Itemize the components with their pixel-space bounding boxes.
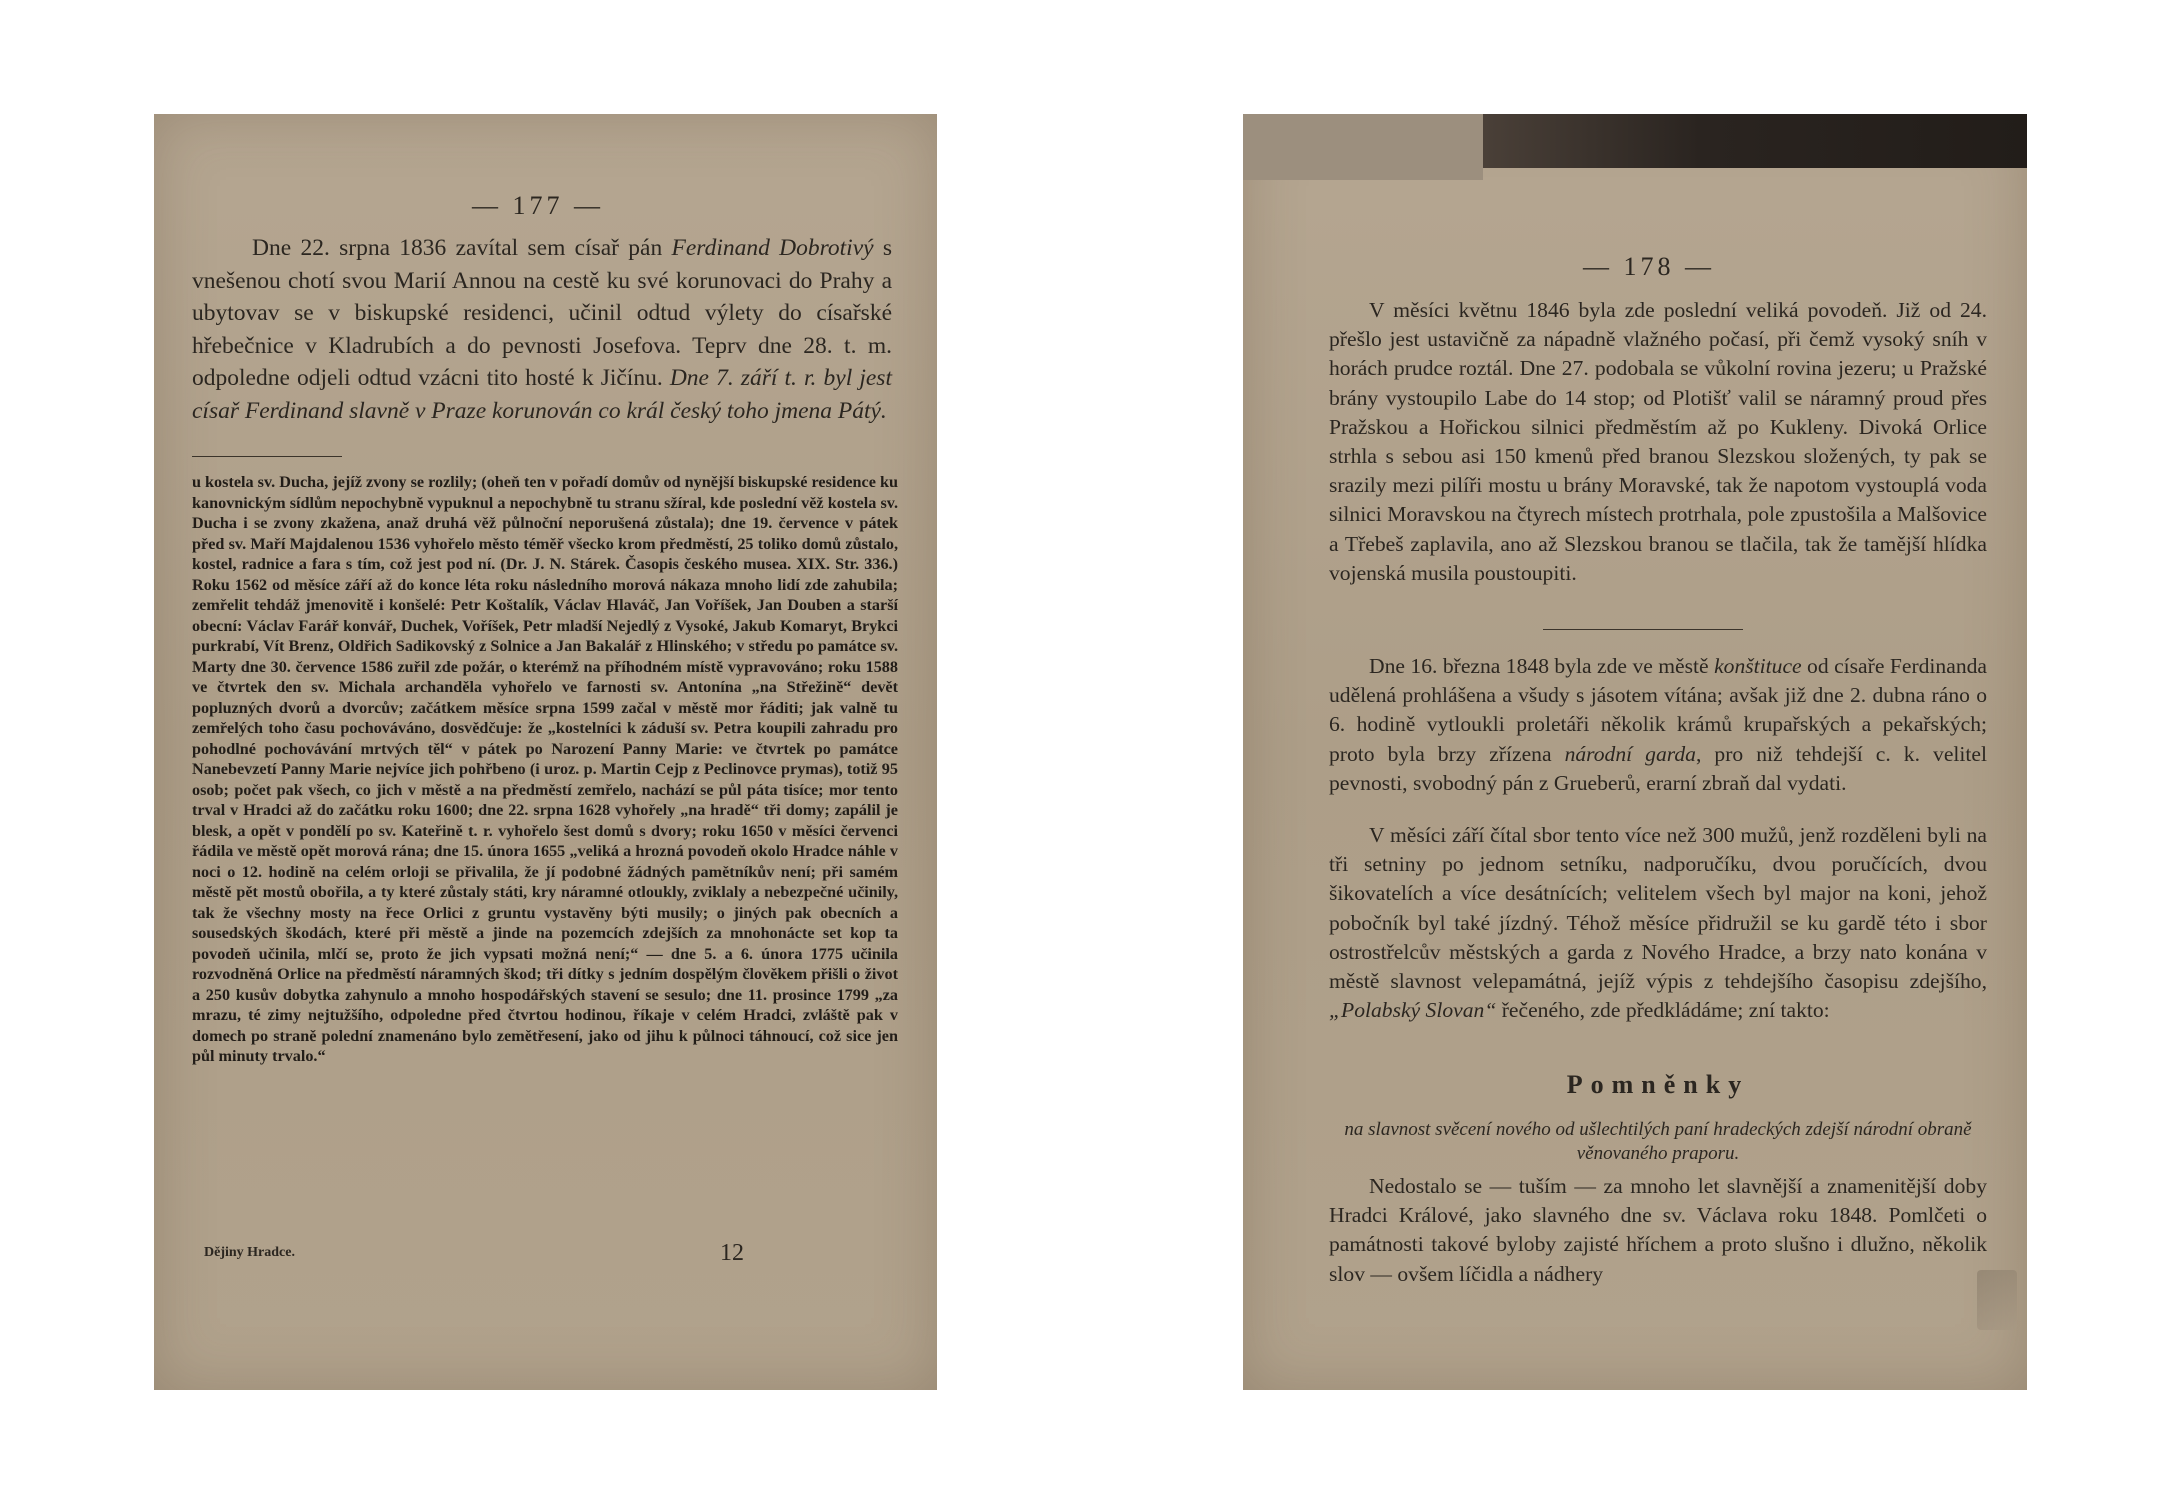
italic-text-run: „Polabský Slovan“ [1329, 998, 1497, 1023]
italic-text-run: Dne 7. září t. r. byl jest císař Ferdinand slavně v Praze korunován co král český toho jmena Pátý. [192, 365, 892, 424]
text-run: od císaře Ferdinanda udělená prohlášena a všudy s jásotem vítána; avšak již dne 2. dubna ráno o 6. hodině vytloukli proletáři několik krámů krupařských a pekařských; proto byla brzy zřízena [1329, 654, 1987, 766]
text-run: řečeného, zde předkládáme; zní takto: [1496, 998, 1830, 1023]
paragraph-pomnenky: Nedostalo se — tuším — za mnoho let slavnější a znamenitější doby Hradci Králové, jako slavného dne sv. Václava roku 1848. Pomlčeti o památnosti takové byloby zajisté hříchem a proto slušno i dlužno, několik slov — ovšem líčidla a nádhery [1329, 1174, 1987, 1286]
signature-number: 12 [720, 1240, 744, 1266]
right-page [1243, 114, 2027, 1390]
scan-edge-band [1243, 114, 1483, 180]
scan-dark-strip [1483, 114, 2027, 168]
text-run: , pro niž tehdejší c. k. velitel pevnosti, svobodný pán z Grueberů, erarní zbraň dal vydati. [1329, 741, 1987, 795]
main-paragraph [192, 232, 892, 427]
text-run: Dne 22. srpna 1836 zavítal sem císař pán [252, 235, 672, 261]
section-subheading: na slavnost svěcení nového od ušlechtilých paní hradeckých zdejší národní obraně věnovaného praporu. [1344, 1119, 1972, 1164]
text-run: s vnešenou chotí svou Marií Annou na cestě ku své korunovaci do Prahy a ubytovav se v biskupské residenci, učinil odtud výlety do císařské hřebečnice v Kladrubích a do pevnosti Josefova. Teprv dne 28. t. m. odpoledne odjeli odtud vzácni tito hosté k Jičínu. [192, 235, 892, 391]
italic-text-run: národní garda [1564, 741, 1696, 766]
footnote-divider [192, 456, 342, 457]
italic-text-run: konštituce [1714, 654, 1802, 678]
text-run: V měsíci září čítal sbor tento více než 300 mužů, jenž rozděleni byli na tři setniny po jednom setníku, nadporučíku, dvou poručících, dvou šikovatelích a více desátnících; velitelem všech byl major na koni, jehož pobočník byl také jízdný. Téhož měsíce přidružil se ku gardě této i sbor ostrostřelcův městských a garda z Nového Hradce, a brzy nato konána v městě slavnost velepamátná, jejíž výpis z tehdejšího časopisu zdejšího, [1329, 823, 1987, 994]
paragraph-constitution-1848 [1329, 652, 1987, 798]
page-fold-mark [1977, 1270, 2017, 1330]
section-divider [1543, 629, 1743, 630]
footnote: u kostela sv. Ducha, jejíž zvony se rozlily; (oheň ten v pořadí domův od nynější biskupské residence ku kanovnickým sídlům nepochybně vypuknul a nepochybně tu stranu sžíral, kde poslední věž kostela sv. Ducha i se zvony zkažena, anaž druhá věž půlnoční neporušená zůstala); dne 19. července v pátek před sv. Maří Majdalenou 1536 vyhořelo město téměř všecko krom předměstí, 25 toliko domů zůstalo, kostel, radnice a fara s tím, což jest pod ní. (Dr. J. N. Stárek. Časopis českého musea. XIX. Str. 336.) Roku 1562 od měsíce září až do konce léta roku následního morová nákaza mnoho lidí zde zahubila; zemřelit tehdáž jmenovitě i konšelé: Petr Koštalík, Václav Hlaváč, Jan Voříšek, Jan Douben a starší obecní: Václav Farář konvář, Duchek, Voříšek, Petr mladší Nejedlý z Vysoké, Jakub Komaryt, Brykci purkrabí, Vít Brenz, Oldřich Sadikovský z Solnice a Jan Bakalář z Hlinského; v středu po památce sv. Marty dne 30. července 1586 zuřil zde požár, o kterémž na příhodném místě vypravováno; roku 1588 ve čtvrtek den sv. Michala archanděla vyhořelo ve farnosti sv. Antonína „na Střežině“ devět popluzných dvorů a dvorcův; začátkem měsíce srpna 1599 začal v městě mor řáditi; jak valně tu zemřelých toho času pochováváno, dosvědčuje: že „kostelníci k záduší sv. Petra koupili zahradu pro pohodlné pochovávání mrtvých těl“ v pátek po Narození Panny Marie: ve čtvrtek po památce Nanebevzetí Panny Marie nejvíce jich pohřbeno (i uroz. p. Martin Cejp z Peclinovce prymas), totiž 95 osob; počet pak všech, co jich v městě a na předměstí zemřelo, nachází se půl páta tisíce; mor tento trval v Hradci až do začátku roku 1600; dne 22. srpna 1628 vyhořely „na hradě“ tři domy; zapálil je blesk, a opět v pondělí po sv. Kateřině t. r. vyhořelo šest domů s dvory; roku 1650 v měsíci červenci řádila ve městě opět morová rána; dne 15. února 1655 „veliká a hrozná povodeň okolo Hradce náhle v noci o 12. hodině na celém orloji se přivalila, že jí podobné žádných pamětníkův není; při samém městě pět mostů obořila, a ty které zůstaly státi, kry náramné otloukly, zviklaly a nebezpečné učinily, tak že všechny mosty na řece Orlici z gruntu vystavěny býti musily; o jiných pak obecních a sousedských škodách, které při městě a jinde na pozemcích zdejších za mnohonácte set kop ta povodeň učinila, mlčí se, proto že jich vypsati možná není;“ — dne 5. a 6. února 1775 učinila rozvodněná Orlice na předměstí náramných škod; tři dítky s jedním dospělým člověkem přišli o život a 250 kusův dobytka zahynulo a mnoho hospodářských stavení se sesulo; dne 11. prosince 1799 „za mrazu, té zimy nejtužšího, odpoledne před čtvrtou hodinou, říkaje v celém Hradci, zvláště pak v domech po straně polední znamenáno bylo zemětřesení, jako od jihu k půlnoci táhnoucí, což sice jen půl minuty trvalo.“ [192, 473, 898, 1065]
text-run: Dne 16. března 1848 byla zde ve městě [1369, 654, 1715, 678]
page-number: — 178 — [1583, 252, 1715, 281]
section-heading: Pomněnky [1566, 1070, 1750, 1099]
book-title-footer: Dějiny Hradce. [204, 1245, 295, 1260]
page-number: — 177 — [472, 191, 604, 220]
italic-text-run: Ferdinand Dobrotivý [671, 235, 874, 261]
left-page [154, 114, 937, 1390]
paragraph-flood-1846: V měsíci květnu 1846 byla zde poslední veliká povodeň. Již od 24. přešlo jest ustavičně za nápadně vlažného počasí, při čemž vysoký sníh v horách prudce roztál. Dne 27. podobala se vůkolní rovina jezeru; u Pražské brány vystoupilo Labe do 14 stop; od Plotišť valil se náramný proud přes Pražskou a Hořickou silnici předměstím až po Kukleny. Divoká Orlice strhla s sebou asi 150 kmenů před branou Slezskou složených, ty pak se srazily mezi pilíři mostu u brány Moravské, tak že napotom vystouplá voda silnici Moravskou na čtyrech místech protrhala, pole zpustošila a Malšovice a Třebeš zaplavila, ano až Slezskou branou se tlačila, tak že tamější hlídka vojenská musila poustoupiti. [1329, 298, 1987, 585]
paragraph-guard-corps [1329, 821, 1987, 1025]
